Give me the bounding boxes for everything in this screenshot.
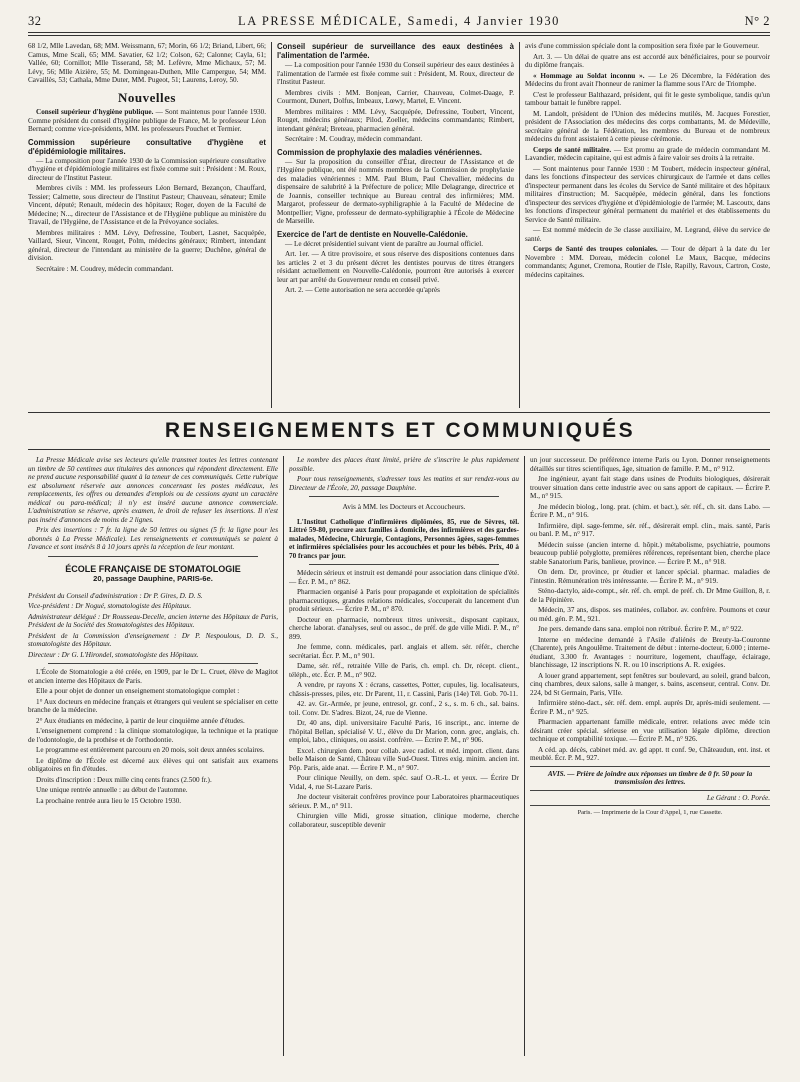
article-heading: Commission de prophylaxie des maladies vénériennes.	[277, 147, 482, 157]
school-officer: Président du Conseil d'administration : Dr P. Gires, D. D. S.	[28, 591, 203, 600]
article-text: M. Landolt, président de l'Union des médecins mutilés, M. Jacques Forestier, président de l'Association des médecins des corps combattants, M. de Médeville, secrétaire général de la Fédération, les membres du Bureau et de nombreux médecins du front assistaient à cette pieuse cérémonie.	[525, 109, 770, 143]
top-column-2	[277, 42, 514, 410]
bottom-column-2	[289, 456, 519, 1056]
classified-ad: Dr, 40 ans, dipl. universitaire Faculté Paris, 16 inscript., anc. interne de l'hôpital Bellan, spécialisé V. U., élève du Dr Marion, conn. grec, anglais, ch. emploi, labo., cliniques, ou assist. confrère. — Écrire P. M., n° 906.	[289, 719, 519, 744]
header-rule-thin	[28, 35, 770, 36]
bottom-column-3	[530, 456, 770, 1066]
classified-ad: un jour successeur. De préférence interne Paris ou Lyon. Donner renseignements détaillés sur titres scientifiques, âge, situation de famille. P. M., n° 912.	[530, 456, 770, 473]
notice-heading: Avis à MM. les Docteurs et Accoucheurs.	[342, 502, 466, 511]
classified-ad: Pour clinique Neuilly, on dem. spéc. sauf O.-R.-L. et yeux. — Écrire Dr Vidal, 4, rue St-Lazare Paris.	[289, 774, 519, 791]
avis-label: AVIS.	[547, 769, 566, 778]
school-text: Une unique rentrée annuelle : au début de l'automne.	[36, 786, 188, 794]
article-text: Membres civils : MM. Bonjean, Carrier, Chauveau, Colmet-Daage, P. Courmont, Dunert, Dolfus, Imbeaux, Lœwy, Martel, E. Vincent.	[277, 88, 514, 105]
column-divider	[524, 456, 525, 1056]
article-heading: Commission supérieure consultative d'hygiène et d'épidémiologie militaires.	[28, 137, 266, 156]
avis-text: — Prière de joindre aux réponses un timbre de 0 fr. 50 pour la transmission des lettres.	[567, 769, 753, 786]
column-divider	[283, 456, 284, 1056]
article-text: — Tour de départ à la date du 1er Novembre : MM. Doreau, médecin colonel Le Maux, Bacque, médecins commandants; Agunet, Cremona, Routier de l'Isle, Rapilly, Ravoux, Cartron, Coste, médecins capitaines.	[525, 245, 770, 279]
article-heading: Conseil supérieur de surveillance des eaux destinées à l'alimentation de l'armée.	[277, 42, 514, 60]
page-number: 32	[28, 14, 42, 28]
article-text: avis d'une commission spéciale dont la composition sera fixée par le Gouverneur.	[525, 42, 760, 50]
classified-ad: Médecin, 37 ans, dispos. ses matinées, collabor. av. confrère. Poumons et cœur ou méd. gén. P. M., 921.	[530, 606, 770, 623]
school-text: La prochaine rentrée aura lieu le 15 Octobre 1930.	[36, 796, 182, 805]
section-banner: RENSEIGNEMENTS ET COMMUNIQUÉS	[164, 419, 636, 442]
article-heading: « Hommage au Soldat inconnu ».	[533, 71, 645, 80]
article-text: Secrétaire : M. Coudray, médecin commandant.	[285, 135, 423, 143]
classified-ad: Docteur en pharmacie, nombreux titres universit., disposant capitaux, cherche laborat. d'analyses, seul ou assoc., de préf. de gde ville Midi. P. M., n° 899.	[289, 615, 519, 641]
classified-ad: Dame, sér. réf., retraitée Ville de Paris, ch. empl. ch. Dr, récept. client., téléph., etc. Écr. P. M., n° 902.	[289, 662, 519, 679]
article-heading: Corps de santé militaire.	[533, 145, 612, 154]
article-text: Art. 2. — Cette autorisation ne sera accordée qu'après	[285, 286, 440, 294]
classified-ad: Chirurgien ville Midi, grosse situation, clinique moderne, cherche collaborateur, susceptible devenir	[289, 812, 519, 829]
divider	[530, 766, 770, 767]
classified-ad: A céd. ap. décès, cabinet méd. av. gd appt. tt conf. 9e, Châteaudun, ent. inst. et meublé. Écr. P. M., 927.	[530, 745, 770, 762]
school-officer: Administrateur délégué : Dr Rousseau-Decelle, ancien interne des Hôpitaux de Paris, Président de la Société des Stomatologistes des Hôpitaux.	[28, 612, 278, 629]
school-title: ÉCOLE FRANÇAISE DE STOMATOLOGIE	[65, 563, 241, 574]
imprimerie: Paris. — Imprimerie de la Cour d'Appel, 1, rue Cassette.	[577, 809, 723, 816]
avis-notice	[530, 770, 770, 787]
school-text: Le diplôme de l'École est décerné aux élèves qui ont satisfait aux examens obligatoires en fin d'études.	[28, 756, 278, 773]
exam-results: 68 1/2, Mlle Lavedan, 68; MM. Weissmann, 67; Morin, 66 1/2; Briand, Libert, 66; Camus, Mme Scali, 65; MM. Savatier, 62 1/2; Colson, 62; Calonne; Cayla, 61; Vallée, 60; Cornillot; Mlle Tisserand, 58; M. Lefèvre, Mme Michaux, 57; M. Lévy, 56; Mlle Aizière, 55; M. Domingeau-Duthen, Mlle Campergue, 54; MM. Cavaillès, 53; Cathala, Mme Duter, MM. Pugeot, 51; Laurens, Leroy, 50.	[28, 42, 266, 84]
school-text: Le programme est entièrement parcouru en 20 mois, soit deux années scolaires.	[36, 746, 265, 754]
article-text: Art. 3. — Un délai de quatre ans est accordé aux bénéficiaires, pour se pourvoir du diplôme français.	[525, 52, 770, 69]
notice-prices: Prix des insertions : 7 fr. la ligne de 50 lettres ou signes (5 fr. la ligne pour les abonnés à La Presse Médicale). Les renseignements et communiqués se paient à l'avance et sont insérés 8 à 10 jours après la réception de leur montant.	[28, 526, 278, 551]
article-text: — La composition pour l'année 1930 du Conseil supérieur des eaux destinées à l'alimentation de l'armée est fixée comme suit : Président, M. Roux, directeur de l'Institut Pasteur.	[277, 61, 514, 86]
section-rule	[28, 449, 770, 450]
classified-ad: Jne pers. demande dans sana. emploi non rétribué. Écrire P. M., n° 922.	[538, 625, 744, 633]
classified-ad: Médecin suisse (ancien interne d. hôpit.) métabolisme, psychiatrie, poumons beaucoup publié polyglotte, premières références, représentant bien, cherche place stable Sanatorium Paris, banlieue, province. — Écrire P. M., n° 918.	[530, 540, 770, 566]
classified-ad: A louer grand appartement, sept fenêtres sur boulevard, au soleil, grand balcon, cinq chambres, deux salons, salle à manger, s. bains, ascenseur, central. Conv. Dr. 224, bd St Germain, Paris, VIIe.	[530, 671, 770, 697]
classified-ad: Jne ingénieur, ayant fait stage dans usines de Produits biologiques, désirerait trouver situation dans cette industrie avec ou sans apport de capitaux. — Écrire P. M., n° 915.	[530, 475, 770, 500]
classified-ad: On dem. Dr, province, pr étudier et lancer spécial. pharmac. maladies de l'intestin. Rémunération très intéressante. — Écrire P. M., n° 919.	[530, 568, 770, 585]
article-text: Secrétaire : M. Coudrey, médecin commandant.	[36, 264, 174, 273]
school-text: Le nombre des places étant limité, prière de s'inscrire le plus rapidement possible.	[289, 456, 519, 473]
article-text: — Sur la proposition du conseiller d'État, directeur de l'Assistance et de l'Hygiène publique, ont été nommés membres de la Commission de prophylaxie des maladies vénériennes : MM. Paul Blum, Paul Chevallier, médecins du dispensaire de salubrité à la Préfecture de police; Mlle Delagrange, directrice et de Joannis, conseiller technique au Bureau central des infirmières; MM. Margarot, professeur de dermato-syphiligraphie à la Faculté de Médecine de Montpellier; Vigne, professeur de dermato-syphiligraphie à l'École de Médecine de Marseille.	[277, 157, 514, 225]
school-text: L'enseignement comprend : la clinique stomatologique, la technique et la pratique de l'odontologie, de la prothèse et de l'orthodontie.	[28, 727, 278, 744]
school-text: 2° Aux étudiants en médecine, à partir de leur cinquième année d'études.	[36, 716, 245, 725]
school-text: L'École de Stomatologie a été créée, en 1909, par le Dr L. Cruet, élève de Magitot et ancien interne des Hôpitaux de Paris.	[28, 668, 278, 685]
section-rule	[28, 412, 770, 413]
bottom-column-1	[28, 456, 278, 1056]
school-officer: Président de la Commission d'enseignement : Dr P. Nespoulous, D. D. S., stomatologiste des Hôpitaux.	[28, 631, 278, 648]
article-text: — Le décret présidentiel suivant vient de paraître au Journal officiel.	[285, 239, 484, 248]
classified-ad: Excel. chirurgien dem. pour collab. avec radiol. et méd. import. client. dans belle Maison de Santé, Château ville Sud-Ouest. Titres exig. minim. ancien int. Pôp. Paris, aide anat. — Écrire P. M., n° 907.	[289, 746, 519, 772]
classified-ad: 42. av. Gr.-Armée, pr jeune, entresol, gr. conf., 2 s., s. m. 6 ch., sal. bains. toil. Conv. Dr. S'adres. Bizot, 24, rue de Vienne.	[289, 700, 519, 717]
article-text: — Le 26 Décembre, la Fédération des Médecins du front avait l'honneur de ranimer la flamme sous l'Arc de Triomphe.	[525, 71, 770, 88]
column-divider	[271, 42, 272, 408]
classified-ad: Infirmière, dipl. sage-femme, sér. réf., désirerait empl. clin., mais. santé, Paris ou banl. P. M., n° 917.	[530, 521, 770, 538]
school-address: 20, passage Dauphine, PARIS-6e.	[93, 574, 213, 583]
article-text: Membres militaires : MM. Lévy, Defressine, Toubert, Lasnet, Sacquépée, Vaillard, Sieur, Vincent, Rouget, Polm, médecins généraux; Rimbert, intendant général, directeur de l'intendant au ministère de la guerre; Duchêne, général de division.	[28, 228, 266, 262]
top-column-1	[28, 42, 266, 410]
school-text: 1° Aux docteurs en médecine français et étrangers qui veulent se spécialiser en cette branche de la médecine.	[28, 697, 278, 714]
classified-ad: Sténo-dactylo, aide-compt., sér. réf. ch. empl. de préf. ch. Dr Mme Guillon, 8, r. de la Pépinière.	[530, 587, 770, 604]
classified-ad: Infirmière sténo-dact., sér. réf. dem. empl. auprès Dr, après-midi seulement. — Écrire P. M., n° 925.	[530, 699, 770, 716]
article-text: — Est promu au grade de médecin commandant M. Lavandier, médecin capitaine, qui est admis à faire valoir ses droits à la retraite.	[525, 145, 770, 162]
school-text: Pour tous renseignements, s'adresser tous les matins et sur rendez-vous au Directeur de l'École, 20, passage Dauphine.	[289, 475, 519, 492]
header-rule	[28, 32, 770, 33]
article-text: — La composition pour l'année 1930 de la Commission supérieure consultative d'hygiène et d'épidémiologie militaires est fixée comme suit : Président : M. Roux, directeur de l'Institut Pasteur.	[28, 156, 266, 182]
article-heading: Exercice de l'art de dentiste en Nouvelle-Calédonie.	[277, 229, 468, 239]
school-text: Droits d'inscription : Deux mille cinq cents francs (2.500 fr.).	[36, 775, 212, 784]
article-text: Art. 1er. — A titre provisoire, et sous réserve des dispositions contenues dans les articles 2 et 3 du présent décret les dentistes pourvus de titres étrangers résidant actuellement en Nouvelle-Calédonie, pourront être autorisés à exercer leur art par arrêté du Gouverneur rendu en conseil privé.	[277, 250, 514, 284]
article-text: — Est nommé médecin de 3e classe auxiliaire, M. Legrand, élève du service de santé.	[525, 226, 770, 243]
article-heading: Conseil supérieur d'hygiène publique.	[36, 108, 154, 116]
ad-institut: L'Institut Catholique d'infirmières diplômées, 85, rue de Sèvres, tél. Littré 59-80, procure aux familles à domicile, des infirmières et des gardes-malades, Médecine, Chirurgie, Contagions, Personnes âgées, sages-femmes et infirmières spécialisées pour les accouchées et pour les bébés. Prix, 40 à 70 francs par jour.	[289, 517, 519, 560]
school-text: Elle a pour objet de donner un enseignement stomatologique complet :	[36, 687, 240, 695]
article-text: — Sont maintenus pour l'année 1930. Comme président du conseil d'hygiène publique de France, M. le professeur Léon Bernard; comme vice-présidents, MM. les professeurs Pouchet et Termier.	[28, 108, 266, 133]
article-text: — Sont maintenus pour l'année 1930 : M Toubert, médecin inspecteur général, dans les fonctions d'inspecteur des services chirurgicaux de l'armée et dans celles d'inspecteur permanent dans les écoles du Service de Santé militaire et des hôpitaux militaires d'instruction; M. Sacquépée, médecin général, dans les fonctions d'inspecteur des services d'hygiène et d'épidémiologie de l'armée; M. Lascoutx, dans les fonctions d'inspecteur général permanent du matériel et des établissements du Service de Santé militaire.	[525, 164, 770, 224]
classified-ad: Jne femme, conn. médicales, parl. anglais et allem. sér. référ., cherche secrétariat. Écr. P. M., n° 901.	[289, 643, 519, 660]
divider	[530, 805, 770, 806]
classified-ad: Jne docteur visiterait confrères province pour Laboratoires pharmaceutiques sérieux. P. M., n° 911.	[289, 793, 519, 810]
article-heading: Corps de Santé des troupes coloniales.	[533, 245, 658, 253]
top-column-3	[525, 42, 770, 410]
notice-text: La Presse Médicale avise ses lecteurs qu'elle transmet toutes les lettres contenant un timbre de 50 centimes aux titulaires des annonces qui répondent directement. Elle ne prend aucune responsabilité quant à la teneur de ces communiqués. Cette rubrique est absolument réservée aux annonces concernant les postes médicaux, les remplacements, les offres ou demandes d'emplois ou de cessions ayant un caractère médical ou para-médical; il n'y est inséré aucune annonce commerciale. L'administration se réserve, après examen, le droit de refuser les insertions. Il n'est pas inséré d'annonces de moins de 2 lignes.	[28, 456, 278, 524]
classified-ad: Pharmacien organisé à Paris pour propagande et exploitation de spécialités pharmaceutiques, grandes relations médicales, s'occuperait du lancement d'un produit sérieux. — Écrire P. M., n° 870.	[289, 588, 519, 613]
gerant: Le Gérant : O. Porée.	[706, 793, 770, 802]
issue-number: N° 2	[744, 14, 770, 28]
classified-ad: Jne médecin biolog., long. prat. (chim. et bact.), sér. réf., ch. sit. dans Labo. — Écrire P. M., n° 916.	[530, 502, 770, 519]
running-header	[28, 14, 770, 30]
divider	[309, 564, 499, 565]
divider	[48, 663, 258, 664]
divider	[309, 496, 499, 497]
divider	[530, 790, 770, 791]
classified-ad: Pharmacien appartenant famille médicale, entrer. relations avec méde tcin désirant créer spécial. sérieuse en vue utilisation légale diplôme, direction technique et comptabilité toxique. — Écrire P. M., n° 926.	[530, 718, 770, 743]
classified-ad: Interne en médecine demandé à l'Asile d'aliénés de Breuty-la-Couronne (Charente), près Angoulême. Traitement de début : interne-docteur, 6.000 ; interne-étudiant, 3.300 fr. Avantages : nourriture, logement, chauffage, éclairage, blanchissage, 12 inscriptions N. R. ou 10 inscriptions A. R. exigées.	[530, 635, 770, 669]
section-title-nouvelles: Nouvelles	[118, 89, 176, 105]
article-text: Membres civils : MM. les professeurs Léon Bernard, Bezançon, Chauffard, Tessier; Calmette, sous directeur de l'Institut Pasteur; Chauveau, sénateur; Emile Vincent, député; Renault, médecin des hôpitaux; Roger, doyen de la Faculté de Médecine; N..., directeur de l'Assistance et de l'Hygiène publique au ministère du Travail, de l'Hygiène, de l'Assistance et de la Prévoyance sociales.	[28, 184, 266, 226]
divider	[48, 556, 258, 557]
school-officer: Vice-président : Dr Nogué, stomatologiste des Hôpitaux.	[28, 602, 192, 610]
article-text: Membres militaires : MM. Lévy, Sacquépée, Defressine, Toubert, Vincent, Rouget, médecins généraux; Pilod, Zoeller, médecins commandants; Rimbert, intendant général; Breteau, pharmacien général.	[277, 107, 514, 133]
article-text: C'est le professeur Balthazard, président, qui fit le geste symbolique, tandis qu'un tambour battait le funèbre rappel.	[525, 90, 770, 107]
classified-ad: A vendre, pr rayons X : écrans, cassettes, Potter, cupules, lig. localisateurs, châssis-presses, piles, etc. Dr Parent, 11, r. Cassini, Paris (14e) Tél. Gob. 70-11.	[289, 681, 519, 698]
column-divider	[519, 42, 520, 408]
school-officer: Directeur : Dr G. L'Hirondel, stomatologiste des Hôpitaux.	[28, 650, 199, 659]
classified-ad: Médecin sérieux et instruit est demandé pour association dans clinique d'été. — Écr. P. M., n° 862.	[289, 569, 519, 586]
journal-title: LA PRESSE MÉDICALE, Samedi, 4 Janvier 1930	[237, 14, 561, 28]
